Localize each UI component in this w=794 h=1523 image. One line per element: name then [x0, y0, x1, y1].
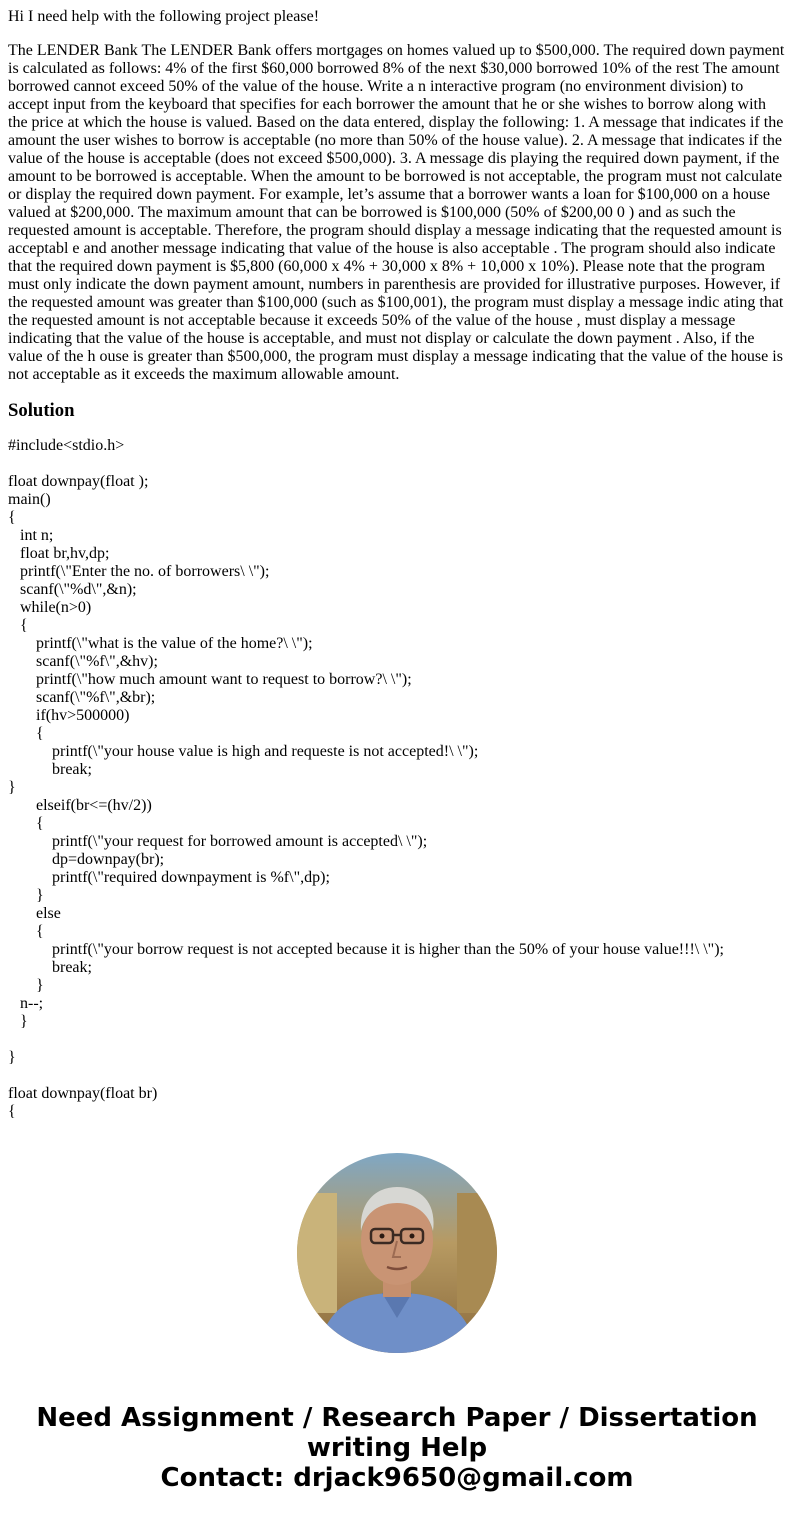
question-intro: Hi I need help with the following project please!: [8, 8, 320, 25]
code-line: float downpay(float );: [8, 473, 149, 490]
code-line: }: [8, 1013, 28, 1030]
code-line: else: [8, 905, 61, 922]
code-line: printf(\"required downpayment is %f\",dp);: [8, 869, 330, 886]
code-line: printf(\"your house value is high and requeste is not accepted!\ \");: [8, 743, 479, 760]
promo-contact: Contact: drjack9650@gmail.com: [160, 1463, 634, 1493]
code-line: break;: [8, 761, 92, 778]
question-body: The LENDER Bank The LENDER Bank offers mortgages on homes valued up to $500,000. The required down payment is calculated as follows: 4% of the first $60,000 borrowed 8% of the next $30,000 borrowed 10% of the rest The amount borrowed cannot exceed 50% of the value of the house. Write a n interactive program (no environment division) to accept input from the keyboard that specifies for each borrower the amount that he or she wishes to borrow along with the price at which the house is valued. Based on the data entered, display the following: 1. A message that indicates if the amount the user wishes to borrow is acceptable (no more than 50% of the house value). 2. A message that indicates if the value of the house is acceptable (does not exceed $500,000). 3. A message dis playing the required down payment, if the amount to be borrowed is acceptable. When the amount to be borrowed is not acceptable, the program must not calculate or display the required down payment. For example, let’s assume that a borrower wants a loan for $100,000 on a house valued at $200,000. The maximum amount that can be borrowed is $100,000 (50% of $200,00 0 ) and as such the requested amount is acceptable. Therefore, the program should display a message indicating that the requested amount is acceptabl e and another message indicating that value of the house is also acceptable . The program should also indicate that the required down payment is $5,800 (60,000 x 4% + 30,000 x 8% + 10,000 x 10%). Please note that the program must only indicate the down payment amount, numbers in parenthesis are provided for illustrative purposes. However, if the requested amount was greater than $100,000 (such as $100,001), the program must display a message indic ating that the requested amount is not acceptable because it exceeds 50% of the value of the house , must display a message indicating that the value of the house is acceptable, and must not display or calculate the down payment . Also, if the value of the h ouse is greater than $500,000, the program must display a message indicating that the value of the house is not acceptable as it exceeds the maximum allowable amount.: [8, 42, 785, 383]
code-line: break;: [8, 959, 92, 976]
code-line: printf(\"Enter the no. of borrowers\ \");: [8, 563, 270, 580]
code-line: while(n>0): [8, 599, 92, 616]
code-line: float downpay(float br): [8, 1085, 158, 1102]
code-line: printf(\"how much amount want to request to borrow?\ \");: [8, 671, 412, 688]
code-line: {: [8, 617, 28, 634]
code-line: {: [8, 923, 44, 940]
promo-banner: [0, 1403, 794, 1493]
code-line: {: [8, 815, 44, 832]
code-line: printf(\"your request for borrowed amount is accepted\ \");: [8, 833, 428, 850]
code-line: }: [8, 887, 44, 904]
code-line: scanf(\"%d\",&n);: [8, 581, 137, 598]
code-line: {: [8, 1103, 16, 1120]
code-line: [8, 1031, 786, 1049]
code-line: {: [8, 509, 16, 526]
document-content: [8, 8, 786, 1121]
code-line: [8, 1067, 786, 1085]
code-line: scanf(\"%f\",&br);: [8, 689, 156, 706]
author-avatar: [297, 1153, 497, 1353]
code-line: #include<stdio.h>: [8, 437, 125, 454]
code-line: main(): [8, 491, 51, 508]
code-line: }: [8, 977, 44, 994]
code-line: dp=downpay(br);: [8, 851, 165, 868]
solution-heading: Solution: [8, 400, 75, 421]
code-line: }: [8, 1049, 16, 1066]
promo-line-2: writing Help: [306, 1433, 488, 1463]
solution-code: [8, 437, 786, 1121]
code-line: elseif(br<=(hv/2)): [8, 797, 152, 814]
code-line: if(hv>500000): [8, 707, 130, 724]
code-line: scanf(\"%f\",&hv);: [8, 653, 158, 670]
code-line: n--;: [8, 995, 44, 1012]
code-line: }: [8, 779, 16, 796]
code-line: printf(\"your borrow request is not accepted because it is higher than the 50% of your house value!!!\ \");: [8, 941, 724, 958]
code-line: int n;: [8, 527, 54, 544]
code-line: printf(\"what is the value of the home?\ \");: [8, 635, 313, 652]
code-line: {: [8, 725, 44, 742]
code-line: float br,hv,dp;: [8, 545, 110, 562]
promo-line-1: Need Assignment / Research Paper / Dissertation: [36, 1403, 758, 1433]
code-line: [8, 455, 786, 473]
